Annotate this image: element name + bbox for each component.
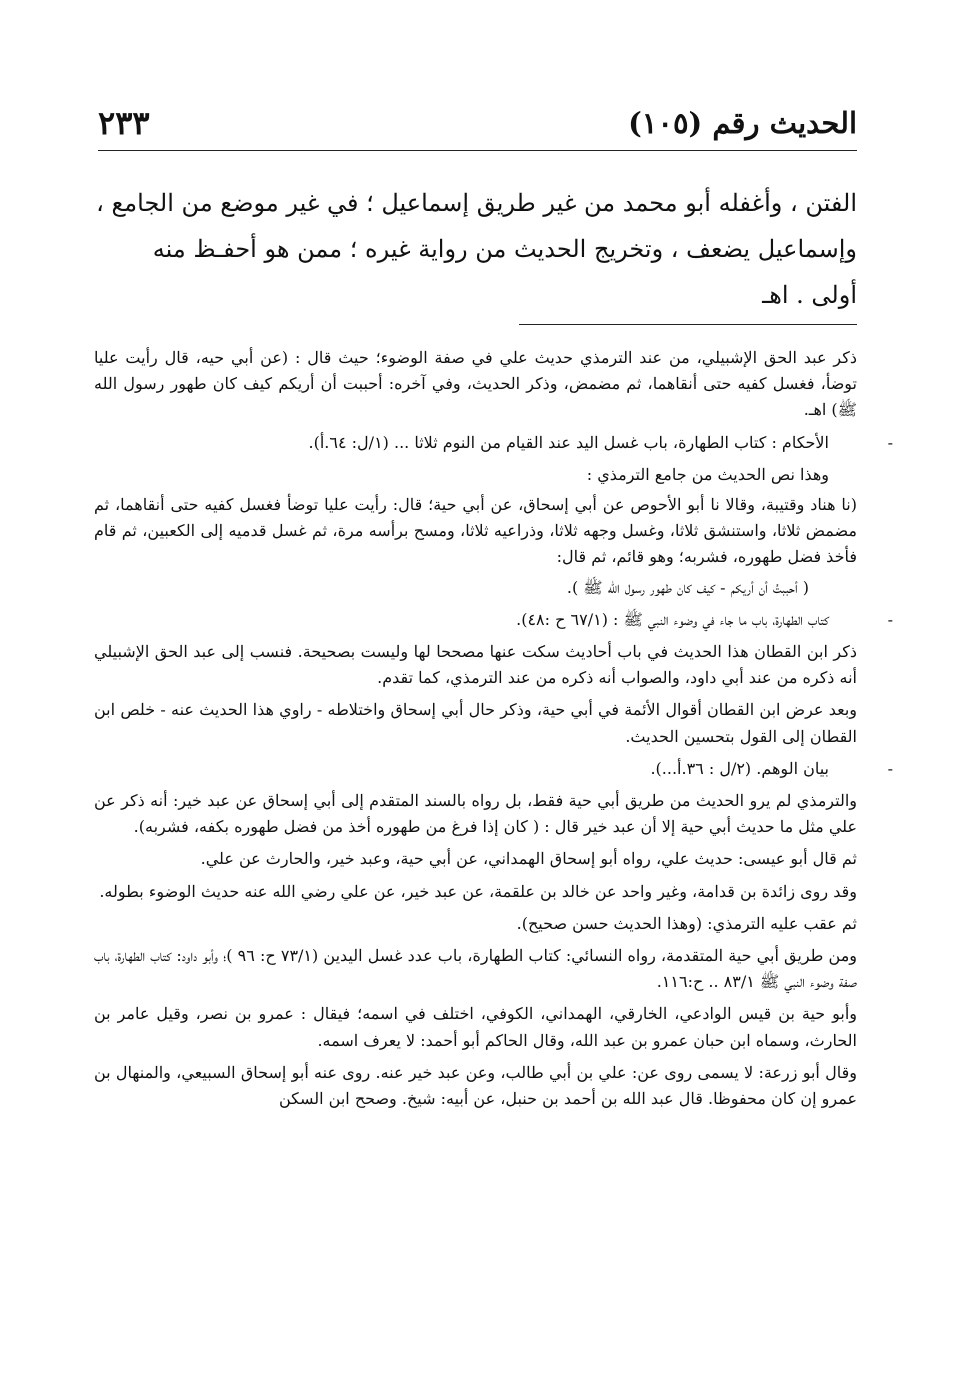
footnote-text: ومن طريق أبي حية المتقدمة، رواه النسائي: كتاب الطهارة، باب عدد غسل اليدين (٧٣/١ ح: ٩٦ )؛ وأبو داود: كتاب الطهارة، باب صفة وضوء النبي ﷺ ٨٣/١ .. ح:١١٦. [94, 946, 858, 992]
footnote-paragraph [94, 788, 857, 840]
footnote-paragraph [94, 430, 893, 456]
footnote-paragraph [94, 697, 857, 749]
footnote-text: الأحكام : كتاب الطهارة، باب غسل اليد عند القيام من النوم ثلاثا ... (١/ل: ٦٤.أ). [308, 432, 829, 452]
footnote-paragraph [94, 345, 857, 424]
footnote-paragraph [94, 911, 857, 937]
footnote-text: وقال أبو زرعة: لا يسمى روى عن: علي بن أبي طالب، وعن عبد خير عنه. روى عنه أبو إسحاق السبيعي، والمنهال بن عمرو إن كان محفوظا. قال عبد الله بن أحمد بن حنبل، عن أبيه: شيخ. وصحح ابن السكن [94, 1062, 857, 1109]
footnote-paragraph [94, 879, 857, 905]
footnote-text: ( أحببتُ أن أريكم - كيف كان طهور رسول الله ﷺ ). [566, 577, 809, 597]
footnote-paragraph [94, 575, 857, 601]
footnote-text: بيان الوهم. (٢/ل : ٣٦.أ...). [650, 758, 829, 778]
footnote-paragraph [94, 639, 857, 691]
footnote-paragraph [94, 1060, 857, 1112]
footnote-paragraph [94, 492, 857, 571]
footnote-dash: - [887, 609, 893, 629]
main-text-line: وإسماعيل يضعف ، وتخريج الحديث من رواية غيره ؛ ممن هو أحفـظ منه [152, 235, 857, 263]
footnote-text: ذكر ابن القطان هذا الحديث في باب أحاديث سكت عنها مصححا لها وليست بصحيحة. فنسب إلى عبد الحق الإشبيلي أنه ذكره من عند أبي داود، والصواب أنه ذكره من عند الترمذي، كما تقدم. [94, 642, 857, 688]
main-text-line: الفتن ، وأغفله أبو محمد من غير طريق إسماعيل ؛ في غير موضع من الجامع ، [96, 189, 857, 217]
footnote-text: والترمذي لم يرو الحديث من طريق أبي حية فقط، بل رواه بالسند المتقدم إلى أبي إسحاق عن عبد خير: أنه ذكر عن علي مثل ما حديث أبي حية إلا أن عبد خير قال : ( كان إذا فرغ من طهوره أخذ من فضل طهوره بكفه، فشربه). [94, 791, 857, 837]
footnotes [94, 345, 893, 1118]
footnote-dash: - [887, 432, 893, 452]
footnote-paragraph [94, 1001, 857, 1053]
main-text-line: أولى . اهـ [762, 281, 857, 309]
footnote-text: (نا هناد وقتيبة، وقالا نا أبو الأحوص عن أبي إسحاق، عن أبي حية؛ قال: رأيت عليا توضأ فغسل كفيه حتى أنقاهما، ثم مضمض ثلاثا، واستنشق ثلاثا، وغسل وجهه ثلاثا، وذراعيه ثلاثا، ومسح برأسه مرة، ثم غسل قدميه إلى الكعبين، ثم قام فأخذ فضل طهوره، فشربه؛ وهو قائم، ثم قال: [94, 495, 857, 567]
footnote-paragraph [94, 462, 857, 488]
footnote-paragraph [94, 943, 857, 995]
footnote-text: ثم عقب عليه الترمذي: (وهذا الحديث حسن صحيح). [516, 913, 857, 933]
footnote-text: كتاب الطهارة، باب ما جاء في وضوء النبي ﷺ : (٦٧/١ ح :٤٨). [516, 609, 829, 629]
footnote-dash: - [887, 758, 893, 778]
page-number: ٢٣٣ [98, 104, 150, 142]
footnote-text: وهذا نص الحديث من جامع الترمذي : [586, 464, 829, 484]
footnote-text: وقد روى زائدة بن قدامة، وغير واحد عن خالد بن علقمة، عن عبد خير، عن علي رضي الله عنه حديث الوضوء بطوله. [99, 881, 857, 901]
footnote-paragraph [94, 607, 893, 633]
footnote-paragraph [94, 756, 893, 782]
hadith-title: الحديث رقم (١٠٥) [628, 106, 857, 140]
footnote-text: ذكر عبد الحق الإشبيلي، من عند الترمذي حديث علي في صفة الوضوء؛ حيث قال : (عن أبي حيه، قال رأيت عليا توضأ، فغسل كفيه حتى أنقاهما، ثم مضمض، وذكر الحديث، وفي آخره: أحببت أن أريكم كيف كان طهور رسول الله ﷺ) اهـ. [94, 348, 857, 420]
footnote-paragraph [94, 846, 857, 872]
footnote-text: وبعد عرض ابن القطان أقوال الأئمة في أبي حية، وذكر حال أبي إسحاق واختلاطه - راوي هذا الحديث عنه - خلص ابن القطان إلى القول بتحسين الحديث. [94, 700, 857, 746]
footnote-separator [519, 324, 857, 325]
footnote-text: وأبو حية بن قيس الوادعي، الخارقي، الهمداني، الكوفي، اختلف في اسمه؛ فيقال : عمرو بن نصر، وقيل عامر بن الحارث، وسماه ابن حبان عمرو بن عبد الله، وقال الحاكم أبو أحمد: لا يعرف اسمه. [94, 1004, 858, 1050]
footnote-text: ثم قال أبو عيسى: حديث علي، رواه أبو إسحاق الهمداني، عن أبي حية، وعبد خير، والحارث عن علي. [200, 849, 857, 869]
main-text [92, 180, 857, 318]
page-header [98, 102, 857, 151]
